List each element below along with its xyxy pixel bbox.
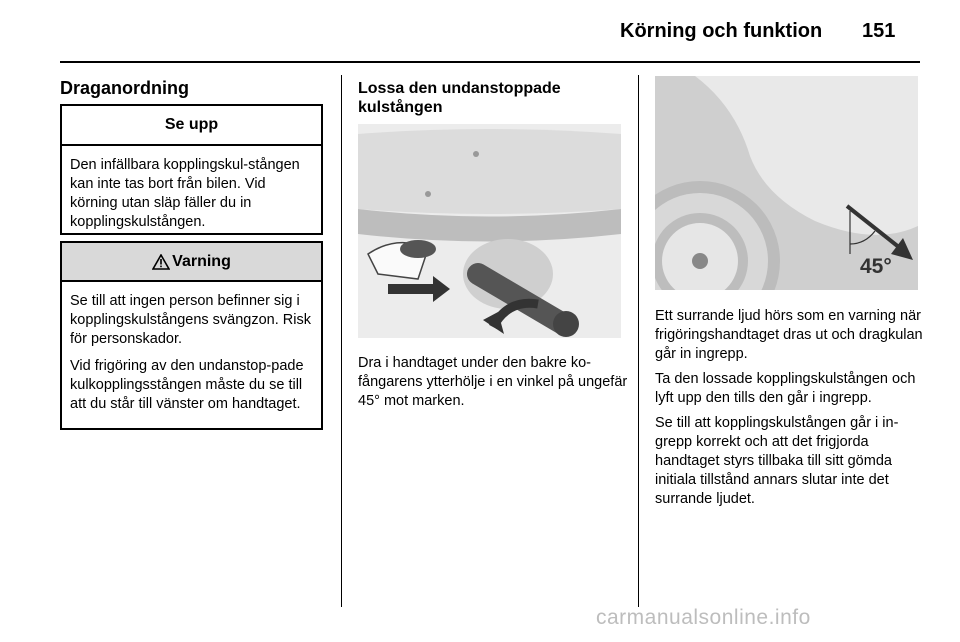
bumper-angle-figure	[655, 76, 918, 290]
subheading: Lossa den undanstoppade kulstången	[358, 80, 561, 116]
warning-triangle-icon	[152, 254, 170, 270]
angle-label: 45°	[860, 255, 892, 278]
right-column-text	[655, 307, 927, 515]
warning-header	[62, 243, 321, 282]
warning-paragraph: Vid frigöring av den undanstop-pade kulkopplingsstången måste du se till att du står till vänster om handtaget.	[70, 358, 304, 412]
right-paragraph: Se till att kopplingskulstången går i in-grepp korrekt och att det frigjorda handtaget styrs tillbaka till sitt gömda initiala tillstånd annars slutar inte det surrande ljudet.	[655, 415, 899, 507]
caution-heading: Se upp	[62, 106, 321, 146]
watermark: carmanualsonline.info	[596, 606, 811, 629]
warning-box	[60, 241, 323, 430]
section-title: Draganordning	[60, 78, 189, 98]
column-divider-right	[638, 75, 639, 607]
right-paragraph: Ta den lossade kopplingskulstången och lyft upp den tills den går i ingrepp.	[655, 371, 916, 406]
caution-box	[60, 104, 323, 235]
right-paragraph: Ett surrande ljud hörs som en varning när frigöringshandtaget dras ut och dragkulan går in ingrepp.	[655, 308, 923, 362]
instruction-text	[358, 354, 628, 417]
caution-text: Den infällbara kopplingskul-stången kan inte tas bort från bilen. Vid körning utan släp fäller du in kopplingskulstången.	[70, 157, 300, 230]
warning-paragraph: Se till att ingen person befinner sig i kopplingskulstångens svängzon. Risk för personskador.	[70, 293, 311, 347]
tow-bar-release-figure	[358, 124, 621, 338]
instruction-paragraph: Dra i handtaget under den bakre ko-fångarens ytterhölje i en vinkel på ungefär 45° mot marken.	[358, 355, 628, 409]
header-rule	[60, 61, 920, 63]
column-divider-left	[341, 75, 342, 607]
page-number: 151	[862, 20, 896, 42]
warning-heading: Varning	[172, 253, 231, 270]
page-header-title: Körning och funktion	[620, 20, 823, 42]
